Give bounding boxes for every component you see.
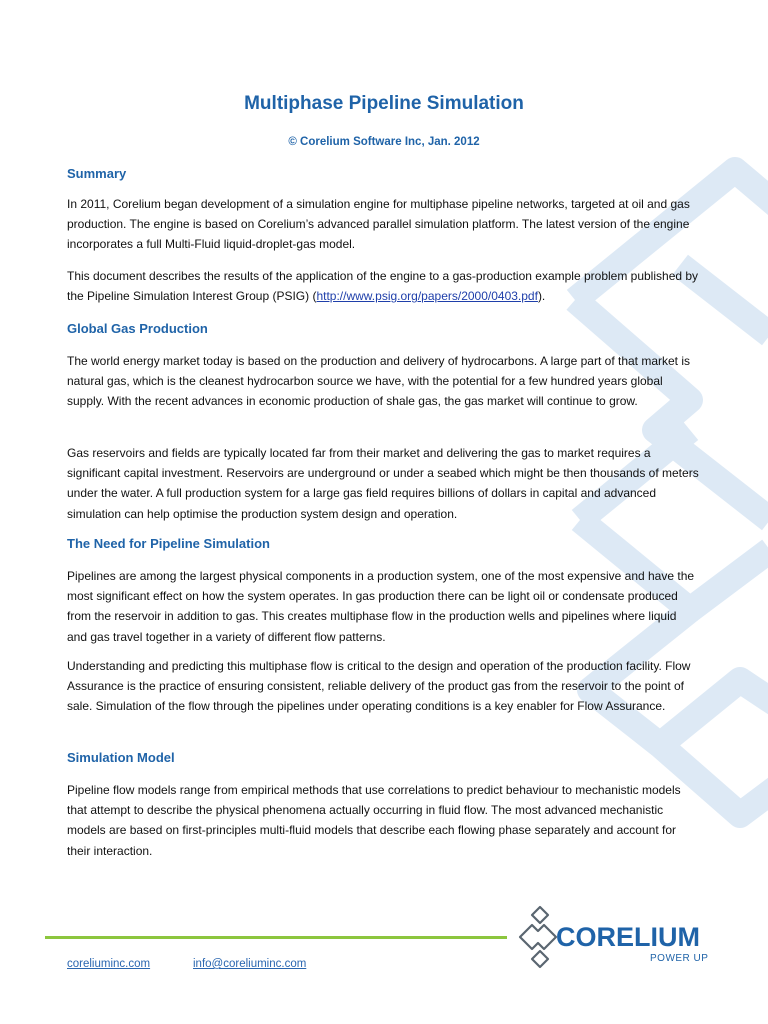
section-heading-summary: Summary (67, 166, 127, 181)
paragraph: Understanding and predicting this multiphase flow is critical to the design and operation of the production facility. Flow Assurance is the practice of ensuring consistent, reliable delivery of the product gas from the reservoir to the point of sale. Simulation of the flow through the pipelines under operating conditions is a key enabler for Flow Assurance. (67, 659, 691, 714)
paragraph: Gas reservoirs and fields are typically located far from their market and delivering the gas to market requires a significant capital investment. Reservoirs are underground or under a seabed which might be then thousands of meters under the water. A full production system for a large gas field requires billions of dollars in capital and advanced simulation can help optimise the production system design and operation. (67, 446, 699, 521)
paragraph: The world energy market today is based on the production and delivery of hydrocarbons. A large part of that market is natural gas, which is the cleanest hydrocarbon source we have, with the potential for a few hundred years global supply. With the recent advances in economic production of shale gas, the gas market will continue to grow. (67, 354, 691, 409)
paragraph: Pipeline flow models range from empirical methods that use correlations to predict behaviour to mechanistic models that attempt to describe the physical phenomena actually occurring in fluid flow. The most advanced mechanistic models are based on first-principles multi-fluid models that describe each flowing phase separately and account for their interaction. (67, 783, 681, 858)
logo-wordmark: CORELIUM (556, 922, 700, 952)
section-heading-need-for-pipeline-simulation: The Need for Pipeline Simulation (67, 536, 270, 551)
document-title: Multiphase Pipeline Simulation (244, 93, 524, 114)
paragraph-text: This document describes the results of the application of the engine to a gas-production example problem published by the Pipeline Simulation Interest Group (PSIG) ( (67, 269, 699, 304)
section-heading-global-gas-production: Global Gas Production (67, 321, 208, 336)
logo-tagline: POWER UP (650, 953, 709, 964)
paragraph: In 2011, Corelium began development of a simulation engine for multiphase pipeline networks, targeted at oil and gas production. The engine is based on Corelium’s advanced parallel simulation platform. The latest version of the engine incorporates a full Multi-Fluid liquid-droplet-gas model. (67, 197, 690, 252)
email-link[interactable]: info@coreliuminc.com (193, 958, 307, 970)
copyright-line: © Corelium Software Inc, Jan. 2012 (288, 136, 480, 148)
footer-divider (45, 936, 507, 939)
paragraph: Pipelines are among the largest physical components in a production system, one of the most expensive and have the most significant effect on how the system operates. In gas production there can be light oil or condensate produced from the reservoir in addition to gas. This creates multiphase flow in the production wells and pipelines where liquid and gas travel together in a variety of different flow patterns. (67, 569, 695, 644)
paragraph-psig (67, 266, 699, 306)
psig-paper-link[interactable]: http://www.psig.org/papers/2000/0403.pdf (316, 289, 538, 304)
section-heading-simulation-model: Simulation Model (67, 750, 175, 765)
paragraph-suffix: ). (537, 289, 546, 304)
website-link[interactable]: coreliuminc.com (67, 958, 151, 970)
